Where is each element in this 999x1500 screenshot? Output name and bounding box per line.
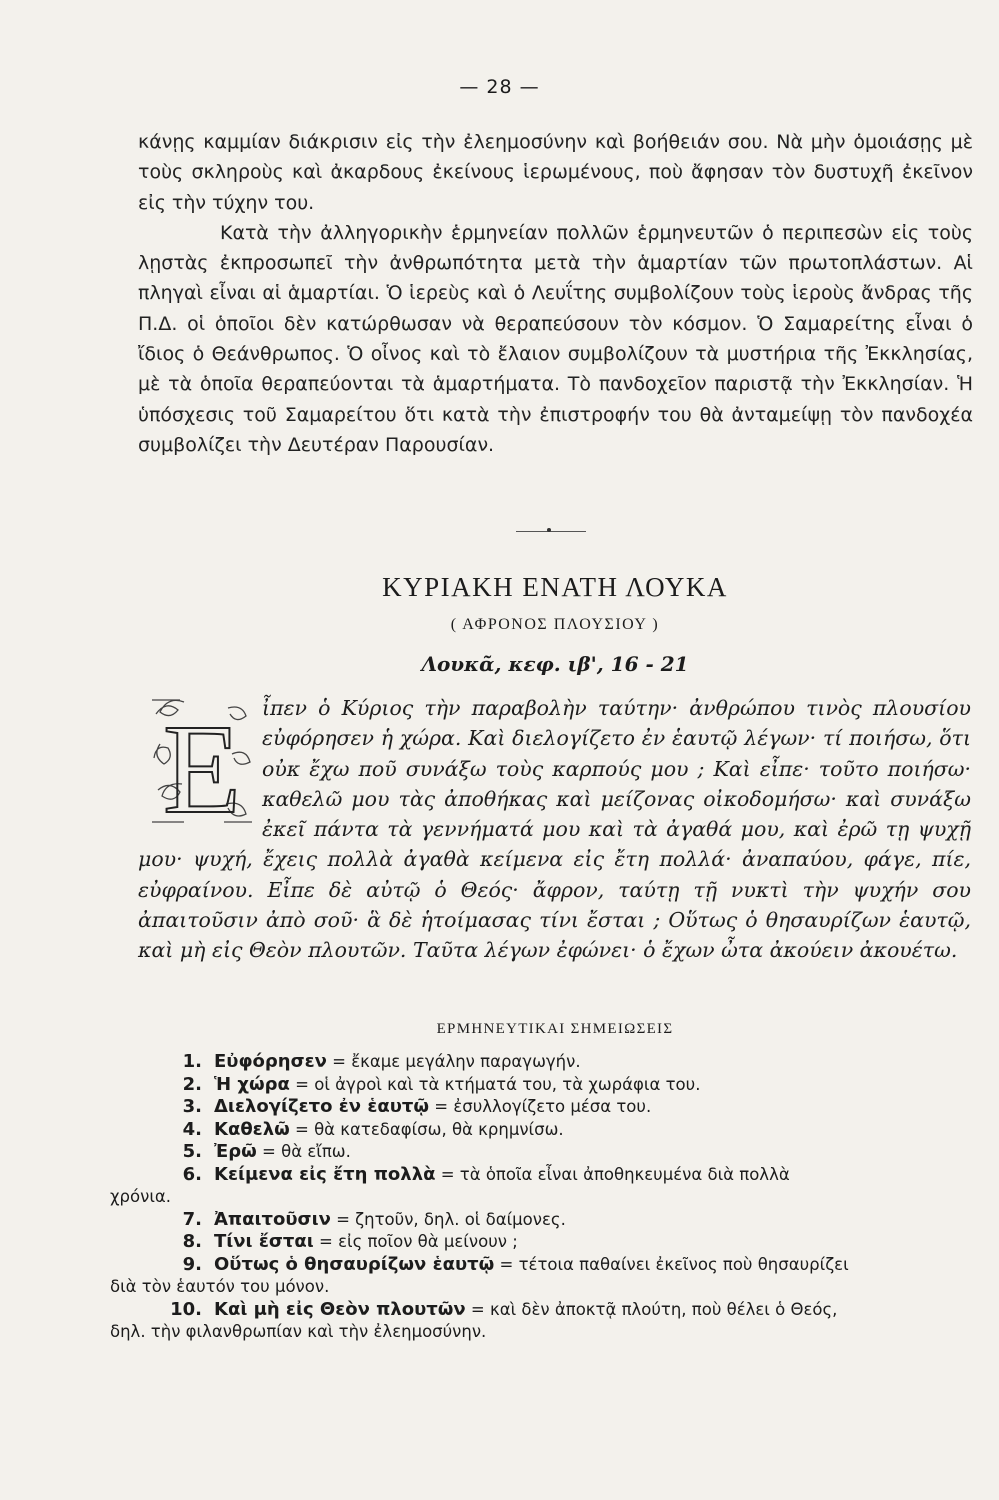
intro-paragraph-1: κάνῃς καμμίαν διάκρισιν εἰς τὴν ἐλεημοσύνην καὶ βοήθειάν σου. Νὰ μὴν ὁμοιάσῃς μὲ τοὺς σκληροὺς καὶ ἀκαρδους ἐκείνους ἱερωμένους, ποὺ ἄφησαν τὸν δυστυχῆ ἐκεῖνον εἰς τὴν τύχην του. <box>138 131 973 214</box>
note-item <box>110 1119 970 1142</box>
note-number: 9. <box>182 1253 202 1275</box>
note-number: 8. <box>182 1231 202 1252</box>
notes-list <box>110 1051 970 1344</box>
drop-cap-space <box>138 693 262 829</box>
note-number: 3. <box>182 1096 202 1117</box>
note-item <box>110 1231 970 1254</box>
note-definition: = θὰ εἴπω. <box>262 1142 351 1161</box>
section-title: ΚΥΡΙΑΚΗ ΕΝΑΤΗ ΛΟΥΚΑ <box>382 572 728 602</box>
intro-text <box>138 127 973 460</box>
note-term: Ἐρῶ <box>214 1141 257 1162</box>
note-term: Οὕτως ὁ θησαυρίζων ἑαυτῷ <box>214 1253 495 1275</box>
note-continuation: χρόνια. <box>110 1187 172 1206</box>
section-divider-dot <box>547 528 551 532</box>
gospel-text: ἶπεν ὁ Κύριος τὴν παραβολὴν ταύτην· ἀνθρώπου τινὸς πλουσίου εὐφόρησεν ἡ χώρα. Καὶ διελογίζετο ἐν ἑαυτῷ λέγων· τί ποιήσω, ὅτι οὐκ ἔχω ποῦ συνάξω τοὺς καρπούς μου ; Καὶ εἶπε· τοῦτο ποιήσω· καθελῶ μου τὰς ἀποθήκας καὶ μείζονας οἰκοδομήσω· καὶ συνάξω ἐκεῖ πάντα τὰ γεννήματά μου καὶ τὰ ἀγαθά μου, καὶ ἐρῶ τῃ ψυχῇ μου· ψυχή, ἔχεις πολλὰ ἀγαθὰ κείμενα εἰς ἔτη πολλά· ἀναπαύου, φάγε, πίε, εὐφραίνου. Εἶπε δὲ αὐτῷ ὁ Θεός· ἄφρον, ταύτῃ τῇ νυκτὶ τὴν ψυχήν σου ἀπαιτοῦσιν ἀπὸ σοῦ· ἃ δὲ ἡτοίμασας τίνι ἔσται ; Οὕτως ὁ θησαυρίζων ἑαυτῷ, καὶ μὴ εἰς Θεὸν πλουτῶν. Ταῦτα λέγων ἐφώνει· ὁ ἔχων ὦτα ἀκούειν ἀκουέτω. <box>138 696 971 963</box>
note-item <box>110 1299 970 1344</box>
section-subtitle: ( ΑΦΡΟΝΟΣ ΠΛΟΥΣΙΟΥ ) <box>450 616 660 633</box>
note-definition: = θὰ κατεδαφίσω, θὰ κρημνίσω. <box>295 1119 564 1139</box>
note-term: Τίνι ἔσται <box>214 1231 314 1252</box>
note-definition: = ἔκαμε μεγάλην παραγωγήν. <box>332 1052 581 1071</box>
note-definition: = εἰς ποῖον θὰ μείνουν ; <box>319 1232 518 1251</box>
note-number: 10. <box>170 1298 202 1320</box>
note-term: Ἡ χώρα <box>214 1073 290 1095</box>
note-number: 4. <box>182 1118 202 1140</box>
note-definition: = τέτοια παθαίνει ἐκεῖνος ποὺ θησαυρίζει <box>499 1254 849 1274</box>
gospel-reading <box>138 693 971 966</box>
scripture-reference: Λουκᾶ, κεφ. ιβ', 16 - 21 <box>421 652 689 676</box>
note-number: 7. <box>182 1208 202 1230</box>
note-continuation: δηλ. τὴν φιλανθρωπίαν καὶ τὴν ἐλεημοσύνην. <box>110 1322 487 1341</box>
note-term: Διελογίζετο ἐν ἑαυτῷ <box>214 1096 429 1117</box>
drop-cap-letter: Ε <box>162 698 242 828</box>
note-definition: = οἱ ἀγροὶ καὶ τὰ κτήματά του, τὰ χωράφια του. <box>295 1074 701 1094</box>
note-number: 1. <box>182 1051 202 1072</box>
note-number: 5. <box>182 1141 202 1162</box>
note-definition: = καὶ δὲν ἀποκτᾷ πλούτη, ποὺ θέλει ὁ Θεός, <box>470 1299 838 1319</box>
note-definition: = ζητοῦν, δηλ. οἱ δαίμονες. <box>336 1209 566 1229</box>
note-item <box>110 1096 970 1119</box>
page-number: — 28 — <box>459 76 540 98</box>
note-number: 2. <box>182 1073 202 1095</box>
note-number: 6. <box>182 1163 202 1185</box>
note-term: Ἀπαιτοῦσιν <box>214 1208 331 1230</box>
note-definition: = τὰ ὁποῖα εἶναι ἀποθηκευμένα διὰ πολλὰ <box>440 1164 790 1184</box>
intro-paragraph-2: Κατὰ τὴν ἀλληγορικὴν ἑρμηνείαν πολλῶν ἑρμηνευτῶν ὁ περιπεσὼν εἰς τοὺς λῃστὰς ἐκπροσωπεῖ τὴν ἀνθρωπότητα μετὰ τὴν ἁμαρτίαν τῶν πρωτοπλάστων. Αἱ πληγαὶ εἶναι αἱ ἁμαρτίαι. Ὁ ἱερεὺς καὶ ὁ Λευΐτης συμβολίζουν τοὺς ἱεροὺς ἄνδρας τῆς Π.Δ. οἱ ὁποῖοι δὲν κατώρθωσαν νὰ θεραπεύσουν τὸν κόσμον. Ὁ Σαμαρείτης εἶναι ὁ ἴδιος ὁ Θεάνθρωπος. Ὁ οἶνος καὶ τὸ ἔλαιον συμβολίζουν τὰ μυστήρια τῆς Ἐκκλησίας, μὲ τὰ ὁποῖα θεραπεύονται τὰ ἁμαρτήματα. Τὸ πανδοχεῖον παριστᾷ τὴν Ἐκκλησίαν. Ἡ ὑπόσχεσις τοῦ Σαμαρείτου ὅτι κατὰ τὴν ἐπιστροφήν του θὰ ἀνταμείψῃ τὸν πανδοχέα συμβολίζει τὴν Δευτέραν Παρουσίαν. <box>138 221 973 456</box>
section-divider <box>516 531 586 532</box>
note-item <box>110 1254 970 1299</box>
note-item <box>110 1074 970 1097</box>
note-item <box>110 1051 970 1074</box>
note-definition: = ἐσυλλογίζετο μέσα του. <box>434 1097 652 1116</box>
notes-title: ΕΡΜΗΝΕΥΤΙΚΑΙ ΣΗΜΕΙΩΣΕΙΣ <box>436 1021 674 1037</box>
note-item <box>110 1141 970 1164</box>
note-term: Καθελῶ <box>214 1118 290 1140</box>
note-term: Κείμενα εἰς ἔτη πολλὰ <box>214 1163 436 1185</box>
note-item <box>110 1164 970 1209</box>
note-term: Εὐφόρησεν <box>214 1051 327 1072</box>
note-item <box>110 1209 970 1232</box>
note-term: Καὶ μὴ εἰς Θεὸν πλουτῶν <box>214 1298 466 1320</box>
note-continuation: διὰ τὸν ἑαυτόν του μόνον. <box>110 1277 330 1296</box>
